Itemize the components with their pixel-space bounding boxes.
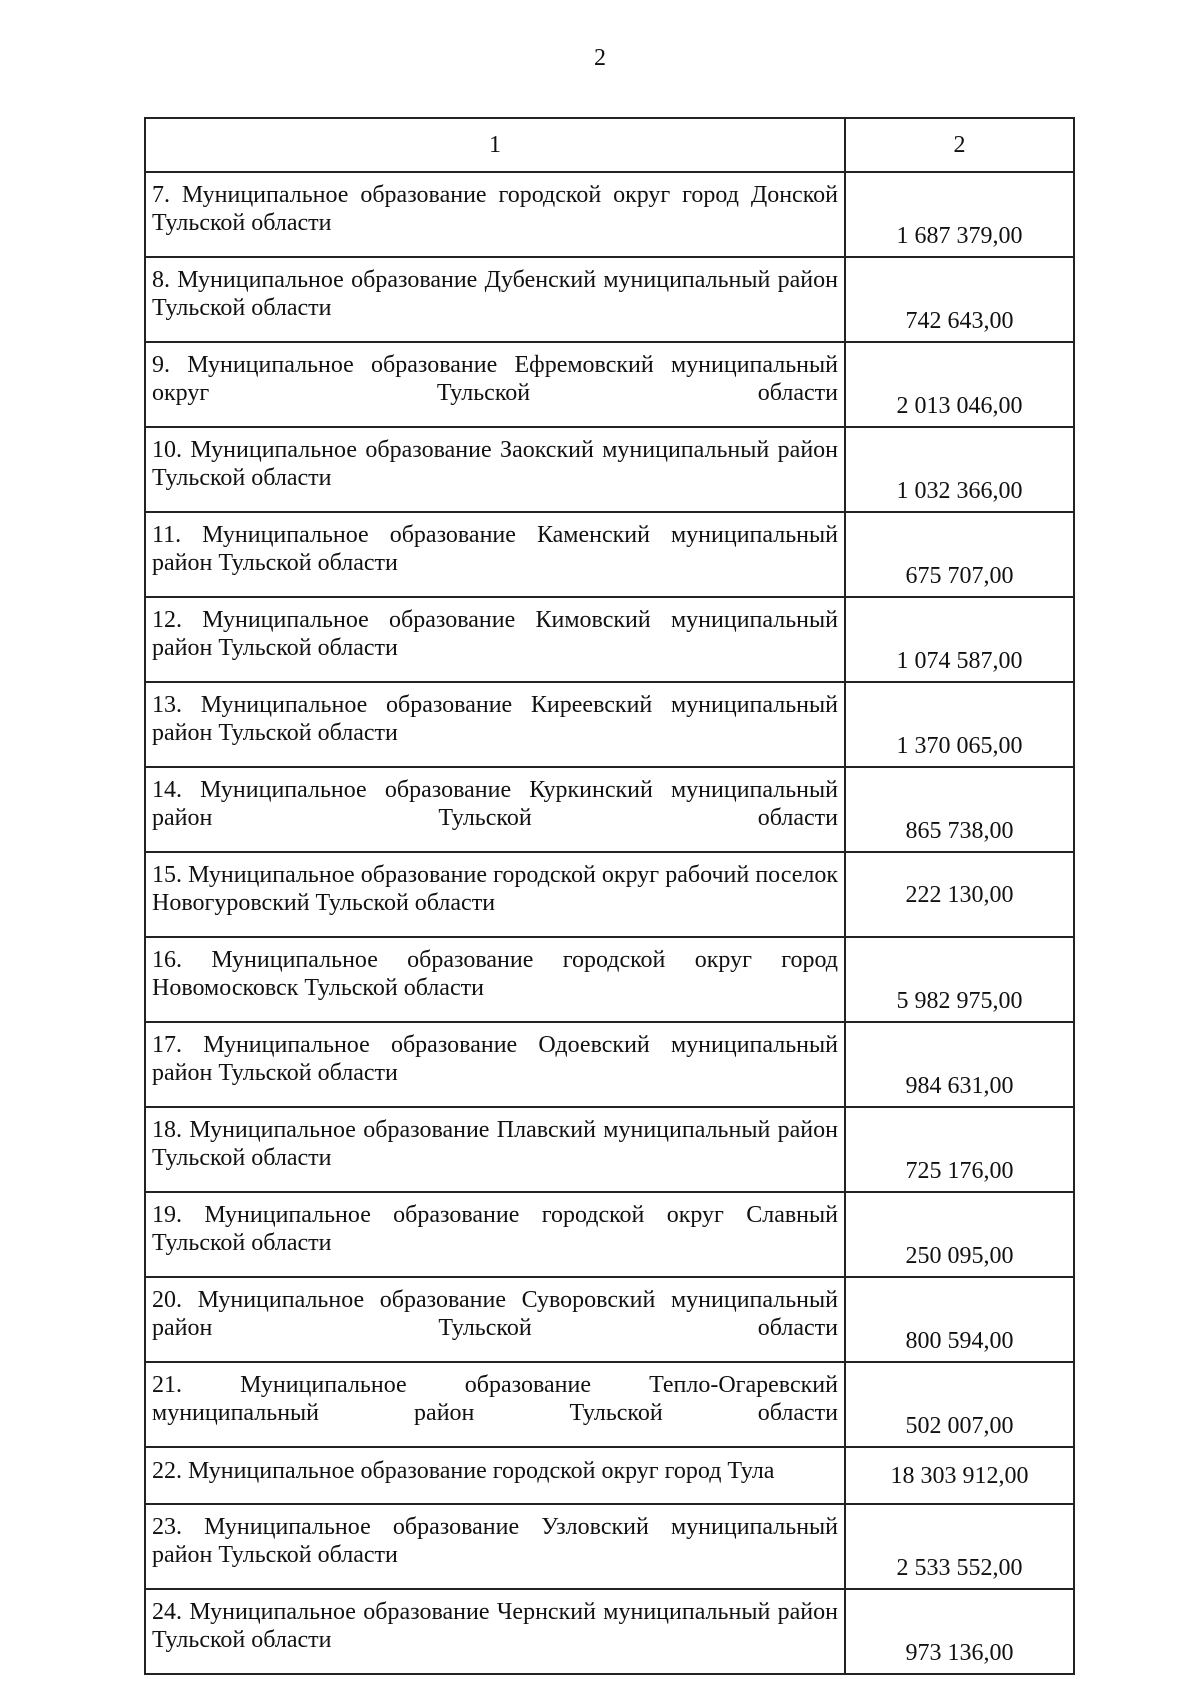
amount-cell: 1 032 366,00 (845, 427, 1074, 512)
amount-cell: 865 738,00 (845, 767, 1074, 852)
municipality-name: 7. Муниципальное образование городской округ город Донской Тульской области (152, 182, 838, 236)
header-cell-2: 2 (845, 118, 1074, 172)
allocation-table (144, 117, 1075, 1675)
municipality-name-cell (145, 1107, 845, 1192)
table-row (145, 767, 1074, 852)
municipality-name-cell (145, 1589, 845, 1674)
table-row (145, 1447, 1074, 1504)
table-row (145, 852, 1074, 937)
amount-cell: 18 303 912,00 (845, 1447, 1074, 1504)
municipality-name-cell (145, 1447, 845, 1504)
amount-cell: 2 013 046,00 (845, 342, 1074, 427)
municipality-name: 24. Муниципальное образование Чернский муниципальный район Тульской области (152, 1599, 838, 1653)
allocation-table-body (145, 118, 1074, 1674)
municipality-name: 23. Муниципальное образование Узловский муниципальный район Тульской области (152, 1514, 838, 1568)
municipality-name: 15. Муниципальное образование городской округ рабочий поселок Новогуровский Тульской области (152, 862, 838, 916)
table-header-row (145, 118, 1074, 172)
page-number: 2 (594, 45, 606, 71)
municipality-name: 21. Муниципальное образование Тепло-Огаревский муниципальный район Тульской области (152, 1372, 838, 1426)
municipality-name-cell (145, 427, 845, 512)
municipality-name: 19. Муниципальное образование городской округ Славный Тульской области (152, 1202, 838, 1256)
table-row (145, 342, 1074, 427)
municipality-name: 17. Муниципальное образование Одоевский муниципальный район Тульской области (152, 1032, 838, 1086)
amount-cell: 1 687 379,00 (845, 172, 1074, 257)
amount-cell: 1 370 065,00 (845, 682, 1074, 767)
municipality-name-cell (145, 1504, 845, 1589)
municipality-name-cell (145, 342, 845, 427)
municipality-name-cell (145, 1362, 845, 1447)
municipality-name: 9. Муниципальное образование Ефремовский муниципальный округ Тульской области (152, 352, 838, 406)
amount-cell: 5 982 975,00 (845, 937, 1074, 1022)
table-row (145, 597, 1074, 682)
table-row (145, 1022, 1074, 1107)
municipality-name-cell (145, 172, 845, 257)
municipality-name-cell (145, 257, 845, 342)
municipality-name: 10. Муниципальное образование Заокский муниципальный район Тульской области (152, 437, 838, 491)
municipality-name: 20. Муниципальное образование Суворовский муниципальный район Тульской области (152, 1287, 838, 1341)
municipality-name: 11. Муниципальное образование Каменский муниципальный район Тульской области (152, 522, 838, 576)
amount-cell: 800 594,00 (845, 1277, 1074, 1362)
municipality-name: 16. Муниципальное образование городской округ город Новомосковск Тульской области (152, 947, 838, 1001)
municipality-name-cell (145, 597, 845, 682)
table-row (145, 427, 1074, 512)
municipality-name-cell (145, 682, 845, 767)
amount-cell: 984 631,00 (845, 1022, 1074, 1107)
table-row (145, 512, 1074, 597)
table-row (145, 937, 1074, 1022)
municipality-name-cell (145, 767, 845, 852)
table-row (145, 682, 1074, 767)
municipality-name-cell (145, 852, 845, 937)
municipality-name-cell (145, 1022, 845, 1107)
amount-cell: 250 095,00 (845, 1192, 1074, 1277)
municipality-name: 22. Муниципальное образование городской округ город Тула (152, 1458, 775, 1484)
amount-cell: 742 643,00 (845, 257, 1074, 342)
amount-cell: 973 136,00 (845, 1589, 1074, 1674)
header-cell-1: 1 (145, 118, 845, 172)
table-row (145, 1277, 1074, 1362)
table-row (145, 1504, 1074, 1589)
amount-cell: 502 007,00 (845, 1362, 1074, 1447)
municipality-name: 14. Муниципальное образование Куркинский муниципальный район Тульской области (152, 777, 838, 831)
municipality-name-cell (145, 1192, 845, 1277)
table-row (145, 1589, 1074, 1674)
amount-cell: 222 130,00 (845, 852, 1074, 937)
municipality-name-cell (145, 937, 845, 1022)
municipality-name: 12. Муниципальное образование Кимовский муниципальный район Тульской области (152, 607, 838, 661)
amount-cell: 1 074 587,00 (845, 597, 1074, 682)
municipality-name: 13. Муниципальное образование Киреевский муниципальный район Тульской области (152, 692, 838, 746)
table-row (145, 257, 1074, 342)
municipality-name: 18. Муниципальное образование Плавский муниципальный район Тульской области (152, 1117, 838, 1171)
amount-cell: 2 533 552,00 (845, 1504, 1074, 1589)
municipality-name: 8. Муниципальное образование Дубенский муниципальный район Тульской области (152, 267, 838, 321)
table-row (145, 1362, 1074, 1447)
table-row (145, 172, 1074, 257)
amount-cell: 725 176,00 (845, 1107, 1074, 1192)
table-row (145, 1107, 1074, 1192)
amount-cell: 675 707,00 (845, 512, 1074, 597)
table-row (145, 1192, 1074, 1277)
municipality-name-cell (145, 1277, 845, 1362)
municipality-name-cell (145, 512, 845, 597)
